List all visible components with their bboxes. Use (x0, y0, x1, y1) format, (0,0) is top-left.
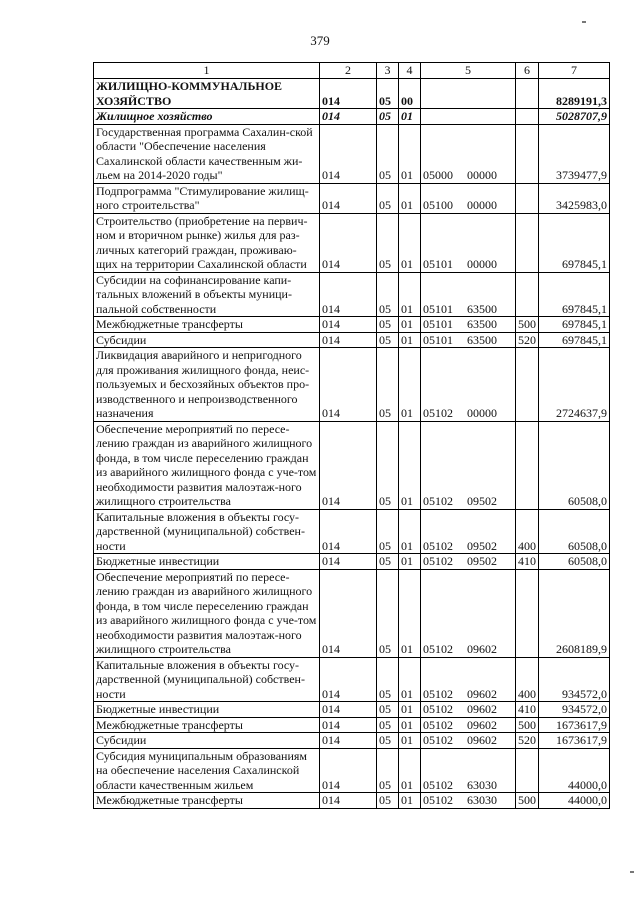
page-number: 379 (310, 33, 330, 48)
row-podrazdel: 01 (399, 421, 421, 509)
column-header: 7 (539, 63, 610, 79)
target-code-program: 05101 (423, 301, 453, 316)
row-kind: 410 (516, 702, 539, 718)
row-podrazdel: 01 (399, 717, 421, 733)
row-razdel: 05 (377, 79, 399, 109)
target-code-direction: 09502 (467, 494, 497, 508)
row-podrazdel: 01 (399, 109, 421, 125)
row-razdel: 05 (377, 554, 399, 570)
row-target (421, 569, 516, 657)
row-target (421, 332, 516, 348)
table-row (94, 733, 610, 749)
row-amount: 697845,1 (539, 317, 610, 333)
row-amount: 60508,0 (539, 509, 610, 554)
row-amount: 8289191,3 (539, 79, 610, 109)
table-row (94, 748, 610, 793)
row-amount: 2608189,9 (539, 569, 610, 657)
row-kind: 520 (516, 332, 539, 348)
row-target (421, 272, 516, 317)
row-razdel: 05 (377, 332, 399, 348)
row-amount: 60508,0 (539, 421, 610, 509)
row-grbs: 014 (320, 509, 377, 554)
row-kind: 520 (516, 733, 539, 749)
column-header: 2 (320, 63, 377, 79)
row-target (421, 109, 516, 125)
target-code-direction: 63030 (467, 793, 497, 807)
target-code-program: 05102 (423, 733, 453, 747)
table-row (94, 717, 610, 733)
row-target (421, 748, 516, 793)
row-target (421, 793, 516, 809)
row-podrazdel: 01 (399, 213, 421, 272)
target-code-program: 05102 (423, 538, 453, 553)
table-row (94, 509, 610, 554)
row-kind: 500 (516, 317, 539, 333)
row-amount: 697845,1 (539, 213, 610, 272)
table-row (94, 569, 610, 657)
row-grbs: 014 (320, 79, 377, 109)
row-razdel: 05 (377, 702, 399, 718)
row-kind: 500 (516, 717, 539, 733)
row-name: Межбюджетные трансферты (94, 793, 320, 809)
row-kind: 400 (516, 509, 539, 554)
row-target (421, 317, 516, 333)
row-name: Ликвидация аварийного и непригодного для проживания жилищного фонда, неис-пользуемых и бесхозяйных объектов про-изводственного и непроизводственного назначения (94, 348, 320, 422)
row-razdel: 05 (377, 124, 399, 183)
target-code-direction: 00000 (467, 168, 497, 182)
row-name: Бюджетные инвестиции (94, 702, 320, 718)
row-grbs: 014 (320, 332, 377, 348)
target-code-direction: 00000 (467, 198, 497, 212)
row-amount: 697845,1 (539, 272, 610, 317)
target-code-direction: 00000 (467, 406, 497, 420)
target-code-program: 05000 (423, 168, 453, 182)
row-target (421, 733, 516, 749)
row-grbs: 014 (320, 569, 377, 657)
row-name: Государственная программа Сахалин-ской области "Обеспечение населения Сахалинской области качественным жи-льем на 2014-2020 годы" (94, 124, 320, 183)
row-razdel: 05 (377, 109, 399, 125)
row-name: Межбюджетные трансферты (94, 717, 320, 733)
row-podrazdel: 01 (399, 272, 421, 317)
row-grbs: 014 (320, 748, 377, 793)
row-razdel: 05 (377, 272, 399, 317)
target-code-program: 05102 (423, 777, 453, 792)
table-row (94, 332, 610, 348)
row-target (421, 554, 516, 570)
table-header (94, 63, 610, 79)
budget-table (93, 62, 610, 809)
row-podrazdel: 01 (399, 702, 421, 718)
row-grbs: 014 (320, 183, 377, 213)
column-header: 4 (399, 63, 421, 79)
target-code-direction: 09602 (467, 717, 497, 732)
row-grbs: 014 (320, 109, 377, 125)
row-name: Обеспечение мероприятий по пересе-лению граждан из аварийного жилищного фонда, в том числе переселению граждан из аварийного жилищного фонда с уче-том необходимости развития малоэтаж-ного жилищного строительства (94, 421, 320, 509)
row-grbs: 014 (320, 213, 377, 272)
row-grbs: 014 (320, 657, 377, 702)
target-code-direction: 09502 (467, 554, 497, 568)
target-code-direction: 00000 (467, 257, 497, 271)
row-kind: 410 (516, 554, 539, 570)
column-header: 6 (516, 63, 539, 79)
row-grbs: 014 (320, 717, 377, 733)
row-name: Бюджетные инвестиции (94, 554, 320, 570)
row-razdel: 05 (377, 213, 399, 272)
table-row (94, 79, 610, 109)
row-kind (516, 183, 539, 213)
row-grbs: 014 (320, 348, 377, 422)
row-amount: 5028707,9 (539, 109, 610, 125)
table-row (94, 793, 610, 809)
row-razdel: 05 (377, 569, 399, 657)
row-name: Субсидия муниципальным образованиям на обеспечение населения Сахалинской области качественным жильем (94, 748, 320, 793)
row-kind (516, 124, 539, 183)
row-target (421, 717, 516, 733)
row-amount: 697845,1 (539, 332, 610, 348)
target-code-program: 05101 (423, 317, 453, 331)
row-amount: 44000,0 (539, 748, 610, 793)
header-row (94, 63, 610, 79)
row-target (421, 702, 516, 718)
row-kind (516, 213, 539, 272)
target-code-program: 05102 (423, 686, 453, 701)
row-grbs: 014 (320, 317, 377, 333)
table-row (94, 657, 610, 702)
target-code-program: 05100 (423, 198, 453, 212)
row-podrazdel: 01 (399, 124, 421, 183)
target-code-program: 05102 (423, 554, 453, 568)
row-grbs: 014 (320, 554, 377, 570)
table-row (94, 317, 610, 333)
row-grbs: 014 (320, 793, 377, 809)
row-grbs: 014 (320, 124, 377, 183)
column-header: 5 (421, 63, 516, 79)
row-amount: 1673617,9 (539, 717, 610, 733)
row-kind (516, 421, 539, 509)
target-code-program: 05102 (423, 793, 453, 807)
row-name: Субсидии на софинансирование капи-тальных вложений в объекты муници-пальной собственности (94, 272, 320, 317)
row-podrazdel: 00 (399, 79, 421, 109)
row-kind (516, 272, 539, 317)
table-row (94, 109, 610, 125)
row-podrazdel: 01 (399, 657, 421, 702)
row-name: Подпрограмма "Стимулирование жилищ-ного строительства" (94, 183, 320, 213)
row-name: Капитальные вложения в объекты госу-дарственной (муниципальной) собствен-ности (94, 509, 320, 554)
scan-mark (630, 871, 634, 873)
table-row (94, 183, 610, 213)
row-name: Строительство (приобретение на первич-ном и вторичном рынке) жилья для раз-личных категорий граждан, проживаю-щих на территории Сахалинской области (94, 213, 320, 272)
target-code-direction: 63500 (467, 301, 497, 316)
row-target (421, 509, 516, 554)
row-razdel: 05 (377, 657, 399, 702)
row-name: Обеспечение мероприятий по пересе-лению граждан из аварийного жилищного фонда, в том числе переселению граждан из аварийного жилищного фонда с уче-том необходимости развития малоэтаж-ного жилищного строительства (94, 569, 320, 657)
target-code-direction: 63500 (467, 317, 497, 331)
row-razdel: 05 (377, 748, 399, 793)
row-name: Жилищное хозяйство (94, 109, 320, 125)
row-name: ЖИЛИЩНО-КОММУНАЛЬНОЕ ХОЗЯЙСТВО (94, 79, 320, 109)
row-razdel: 05 (377, 717, 399, 733)
row-grbs: 014 (320, 733, 377, 749)
row-kind: 400 (516, 657, 539, 702)
row-podrazdel: 01 (399, 509, 421, 554)
row-name: Капитальные вложения в объекты госу-дарственной (муниципальной) собствен-ности (94, 657, 320, 702)
target-code-direction: 09602 (467, 702, 497, 716)
row-kind (516, 109, 539, 125)
table-row (94, 272, 610, 317)
row-kind: 500 (516, 793, 539, 809)
row-amount: 3425983,0 (539, 183, 610, 213)
row-podrazdel: 01 (399, 332, 421, 348)
row-razdel: 05 (377, 421, 399, 509)
table-row (94, 702, 610, 718)
target-code-program: 05102 (423, 717, 453, 732)
row-amount: 60508,0 (539, 554, 610, 570)
row-razdel: 05 (377, 793, 399, 809)
row-kind (516, 348, 539, 422)
target-code-program: 05102 (423, 702, 453, 716)
row-target (421, 657, 516, 702)
table-row (94, 554, 610, 570)
row-target (421, 213, 516, 272)
row-kind (516, 79, 539, 109)
table-row (94, 348, 610, 422)
table-row (94, 124, 610, 183)
row-amount: 1673617,9 (539, 733, 610, 749)
target-code-direction: 09602 (467, 686, 497, 701)
row-name: Субсидии (94, 733, 320, 749)
row-amount: 3739477,9 (539, 124, 610, 183)
row-podrazdel: 01 (399, 733, 421, 749)
row-razdel: 05 (377, 509, 399, 554)
row-target (421, 421, 516, 509)
row-podrazdel: 01 (399, 569, 421, 657)
scan-mark (582, 21, 586, 23)
row-amount: 44000,0 (539, 793, 610, 809)
target-code-program: 05102 (423, 406, 453, 420)
row-razdel: 05 (377, 183, 399, 213)
row-razdel: 05 (377, 317, 399, 333)
row-podrazdel: 01 (399, 348, 421, 422)
target-code-direction: 09602 (467, 642, 497, 656)
row-amount: 934572,0 (539, 702, 610, 718)
target-code-program: 05101 (423, 257, 453, 271)
row-kind (516, 748, 539, 793)
target-code-program: 05102 (423, 642, 453, 656)
row-grbs: 014 (320, 421, 377, 509)
target-code-direction: 09602 (467, 733, 497, 747)
target-code-program: 05101 (423, 332, 453, 347)
row-grbs: 014 (320, 272, 377, 317)
table-row (94, 421, 610, 509)
row-razdel: 05 (377, 348, 399, 422)
target-code-program: 05102 (423, 494, 453, 508)
row-name: Субсидии (94, 332, 320, 348)
row-target (421, 348, 516, 422)
column-header: 1 (94, 63, 320, 79)
row-target (421, 79, 516, 109)
target-code-direction: 09502 (467, 538, 497, 553)
row-target (421, 183, 516, 213)
row-podrazdel: 01 (399, 748, 421, 793)
column-header: 3 (377, 63, 399, 79)
table-row (94, 213, 610, 272)
target-code-direction: 63030 (467, 777, 497, 792)
row-amount: 2724637,9 (539, 348, 610, 422)
row-podrazdel: 01 (399, 317, 421, 333)
row-amount: 934572,0 (539, 657, 610, 702)
row-podrazdel: 01 (399, 793, 421, 809)
row-name: Межбюджетные трансферты (94, 317, 320, 333)
target-code-direction: 63500 (467, 332, 497, 347)
row-target (421, 124, 516, 183)
row-kind (516, 569, 539, 657)
row-podrazdel: 01 (399, 554, 421, 570)
row-razdel: 05 (377, 733, 399, 749)
row-podrazdel: 01 (399, 183, 421, 213)
row-grbs: 014 (320, 702, 377, 718)
table-body (94, 79, 610, 809)
